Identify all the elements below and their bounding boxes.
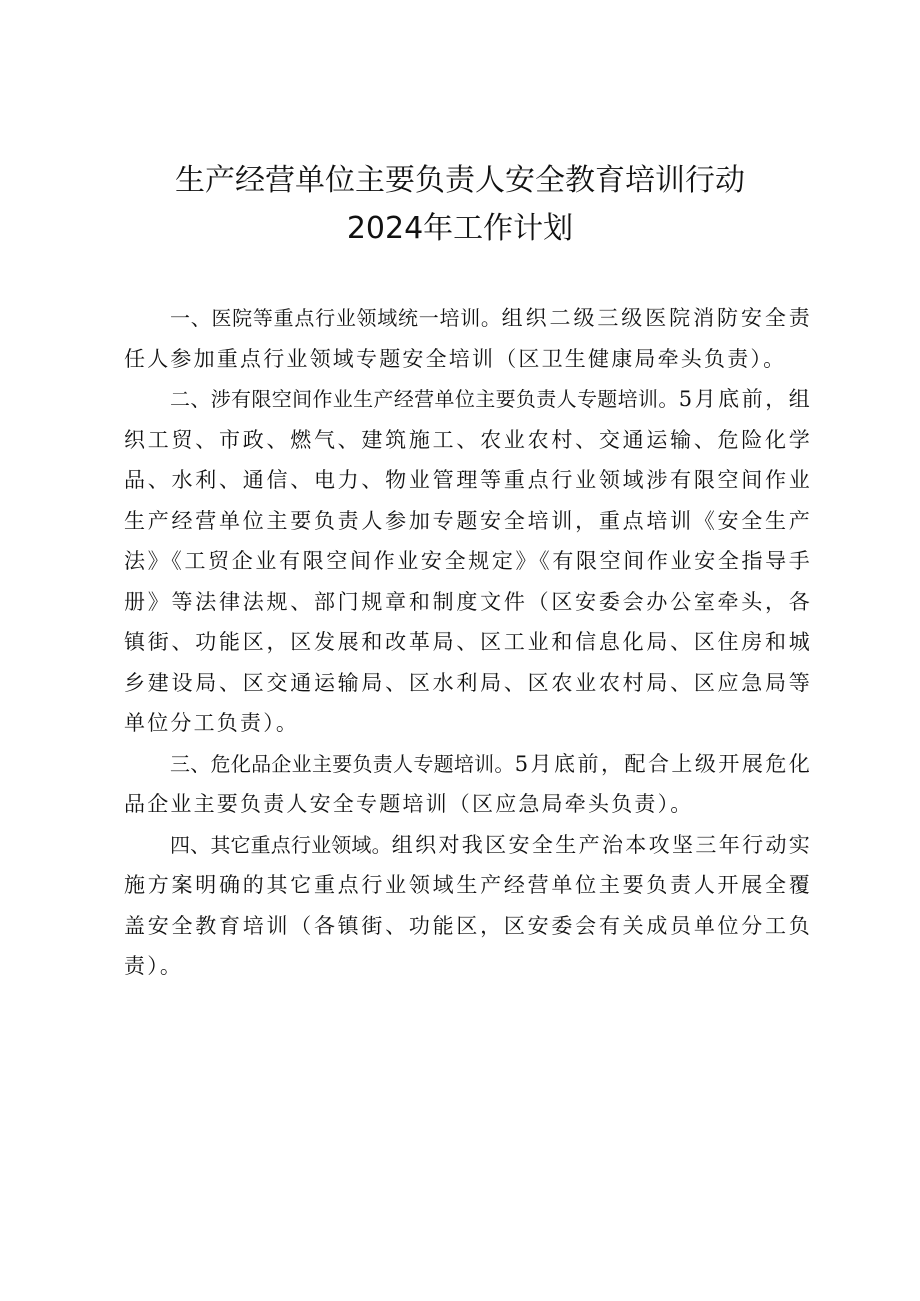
paragraph-1 [124,298,812,379]
paragraph-3-text: 5月底前，配合上级开展危化品企业主要负责人安全专题培训（区应急局牵头负责）。 [124,751,813,816]
paragraph-4-text: 组织对我区安全生产治本攻坚三年行动实施方案明确的其它重点行业领域生产经营单位主要负责人开展全覆盖安全教育培训（各镇街、功能区，区安委会有关成员单位分工负责）。 [124,832,812,978]
paragraph-3 [124,744,812,825]
document-body [124,298,812,987]
paragraph-3-heading: 三、危化品企业主要负责人专题培训。 [170,751,515,776]
paragraph-4 [124,825,812,987]
paragraph-2-heading: 二、涉有限空间作业生产经营单位主要负责人专题培训。 [170,387,679,411]
paragraph-2 [124,379,812,744]
paragraph-1-heading: 一、医院等重点行业领域统一培训。 [170,306,502,330]
document-title-line-1: 生产经营单位主要负责人安全教育培训行动 [175,163,745,198]
paragraph-4-heading: 四、其它重点行业领域。 [170,832,392,857]
document-title-line-2: 2024年工作计划 [346,211,574,246]
paragraph-1-text: 组织二级三级医院消防安全责任人参加重点行业领域专题安全培训（区卫生健康局牵头负责）。 [124,306,812,371]
paragraph-2-text: 5月底前，组织工贸、市政、燃气、建筑施工、农业农村、交通运输、危险化学品、水利、通信、电力、物业管理等重点行业领域涉有限空间作业生产经营单位主要负责人参加专题安全培训，重点培训《安全生产法》《工贸企业有限空间作业安全规定》《有限空间作业安全指导手册》等法律法规、部门规章和制度文件（区安委会办公室牵头，各镇街、功能区，区发展和改革局、区工业和信息化局、区住房和城乡建设局、区交通运输局、区水利局、区农业农村局、区应急局等单位分工负责）。 [124,387,813,735]
